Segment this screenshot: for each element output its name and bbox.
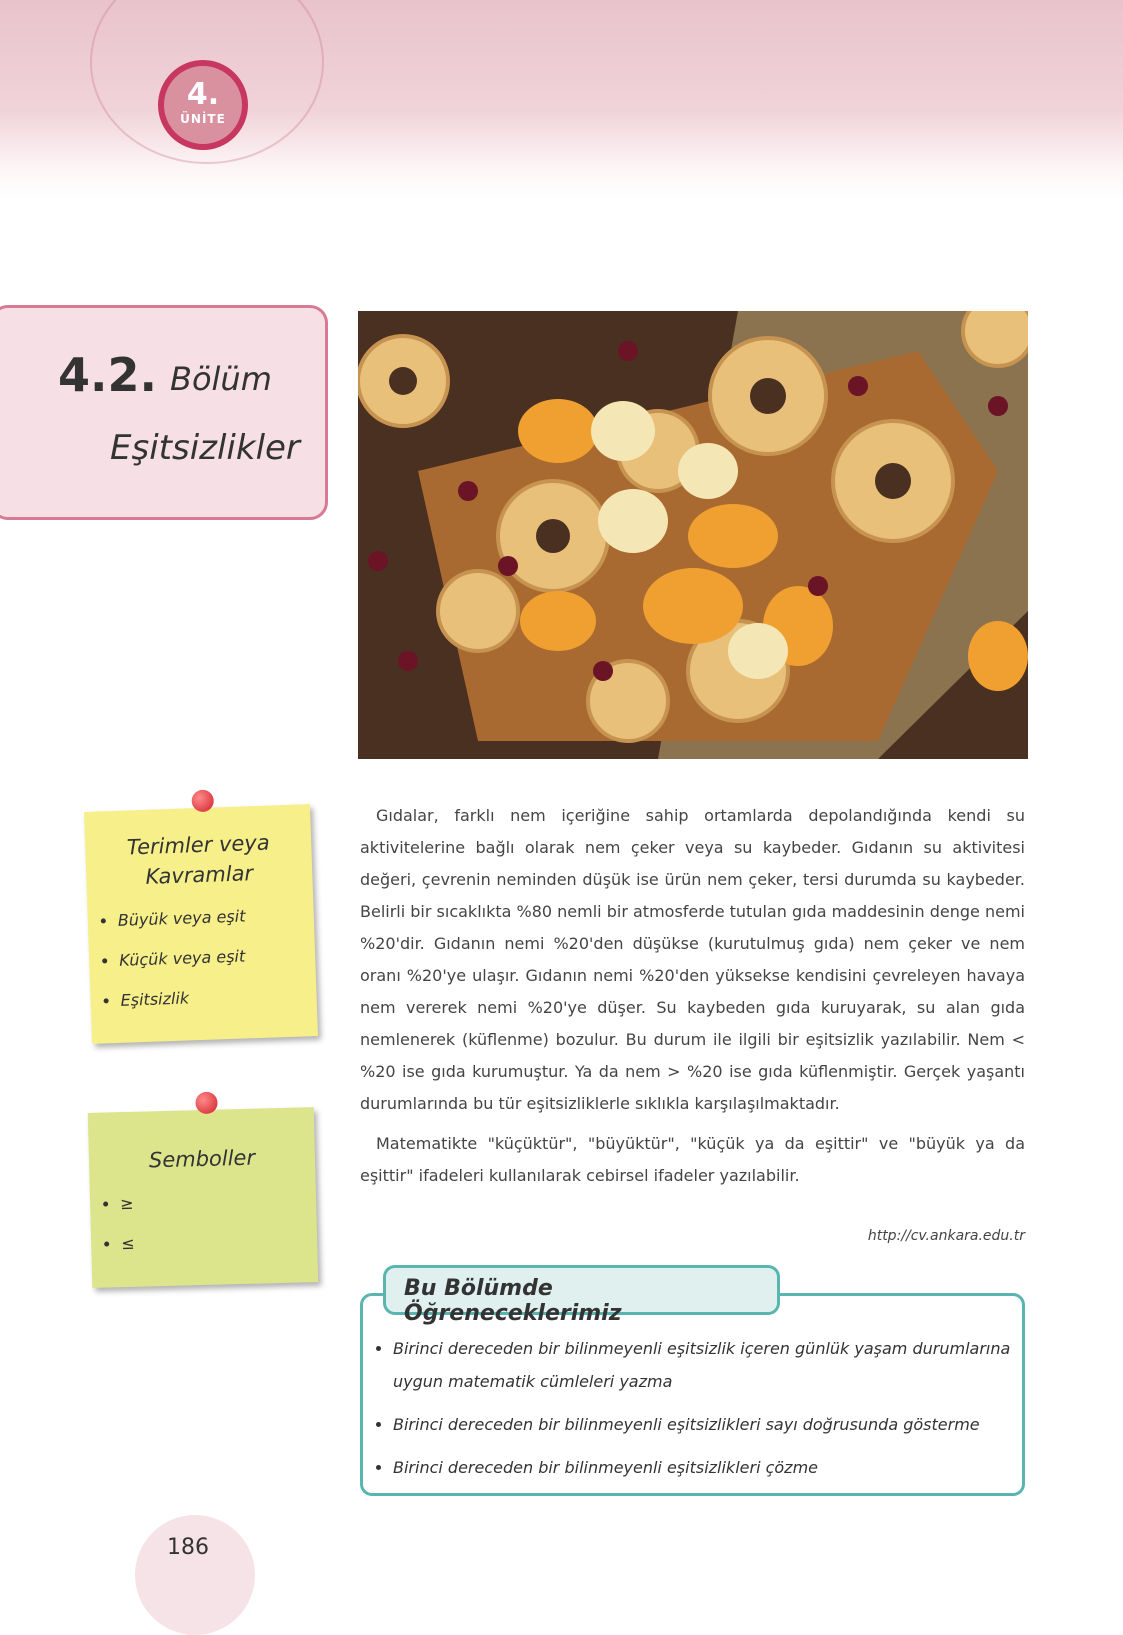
- objective-item: • Birinci dereceden bir bilinmeyenli eşitsizlikleri çözme: [393, 1451, 1012, 1484]
- learning-objectives-title: Bu Bölümde Öğreneceklerimiz: [383, 1265, 780, 1315]
- term-item: • Eşitsizlik: [120, 974, 317, 1021]
- page-number: 186: [167, 1535, 209, 1560]
- page-number-badge: [135, 1515, 255, 1635]
- terms-title-line1: Terimler veya: [126, 830, 271, 860]
- pushpin-icon: [191, 789, 214, 812]
- term-item: • Küçük veya eşit: [119, 934, 316, 981]
- objective-item: • Birinci dereceden bir bilinmeyenli eşitsizlikleri sayı doğrusunda gösterme: [393, 1408, 1012, 1441]
- symbol-item: • ≤: [121, 1219, 318, 1264]
- symbols-sticky-note: [88, 1107, 319, 1288]
- paragraph-1: Gıdalar, farklı nem içeriğine sahip ortamlarda depolandığında kendi su aktivitelerine bağlı olarak nem çeker veya su kaybeder. Gıdanın su aktivitesi değeri, çevrenin neminden düşük ise ürün nem çeker, tersi durumda su kaybeder. Belirli bir sıcaklıkta %80 nemli bir atmosferde tutulan gıda maddesinin denge nemi %20'dir. Gıdanın nemi %20'den düşükse (kurutulmuş gıda) nem çeker ve nem oranı %20'ye ulaşır. Gıdanın nemi %20'den yüksekse kendisini çevreleyen havaya nem vererek nemi %20'ye düşer. Su kaybeden gıda kuruyarak, su alan gıda nemlenerek (küflenme) bozulur. Bu durum ile ilgili bir eşitsizlik yazılabilir. Nem < %20 ise gıda kurumuştur. Ya da nem > %20 ise gıda küflenmiştir. Gerçek yaşantı durumlarında bu tür eşitsizliklerle sıklıkla karşılaşılmaktadır.: [360, 806, 1025, 1113]
- source-link[interactable]: http://cv.ankara.edu.tr: [867, 1228, 1025, 1244]
- unit-number: 4.: [186, 77, 220, 112]
- body-text: [360, 800, 1025, 1192]
- objective-item: • Birinci dereceden bir bilinmeyenli eşitsizlik içeren günlük yaşam durumlarına uygun matematik cümleleri yazma: [393, 1332, 1012, 1398]
- section-number: 4.2.: [58, 348, 157, 402]
- dried-fruit-photo: [358, 311, 1028, 759]
- terms-sticky-note: [84, 804, 318, 1044]
- pushpin-icon: [195, 1092, 218, 1115]
- section-title: Eşitsizlikler: [110, 428, 300, 468]
- section-word: Bölüm: [170, 360, 272, 398]
- symbol-item: • ≥: [120, 1179, 317, 1224]
- unit-badge: [158, 60, 248, 150]
- unit-label: ÜNİTE: [180, 112, 226, 126]
- term-item: • Büyük veya eşit: [117, 894, 314, 941]
- symbols-title: Semboller: [148, 1145, 256, 1173]
- paragraph-2: Matematikte "küçüktür", "büyüktür", "küçük ya da eşittir" ve "büyük ya da eşittir" ifadeleri kullanılarak cebirsel ifadeler yazılabilir.: [360, 1134, 1025, 1185]
- section-heading-box: [0, 305, 328, 520]
- terms-title-line2: Kavramlar: [145, 861, 254, 889]
